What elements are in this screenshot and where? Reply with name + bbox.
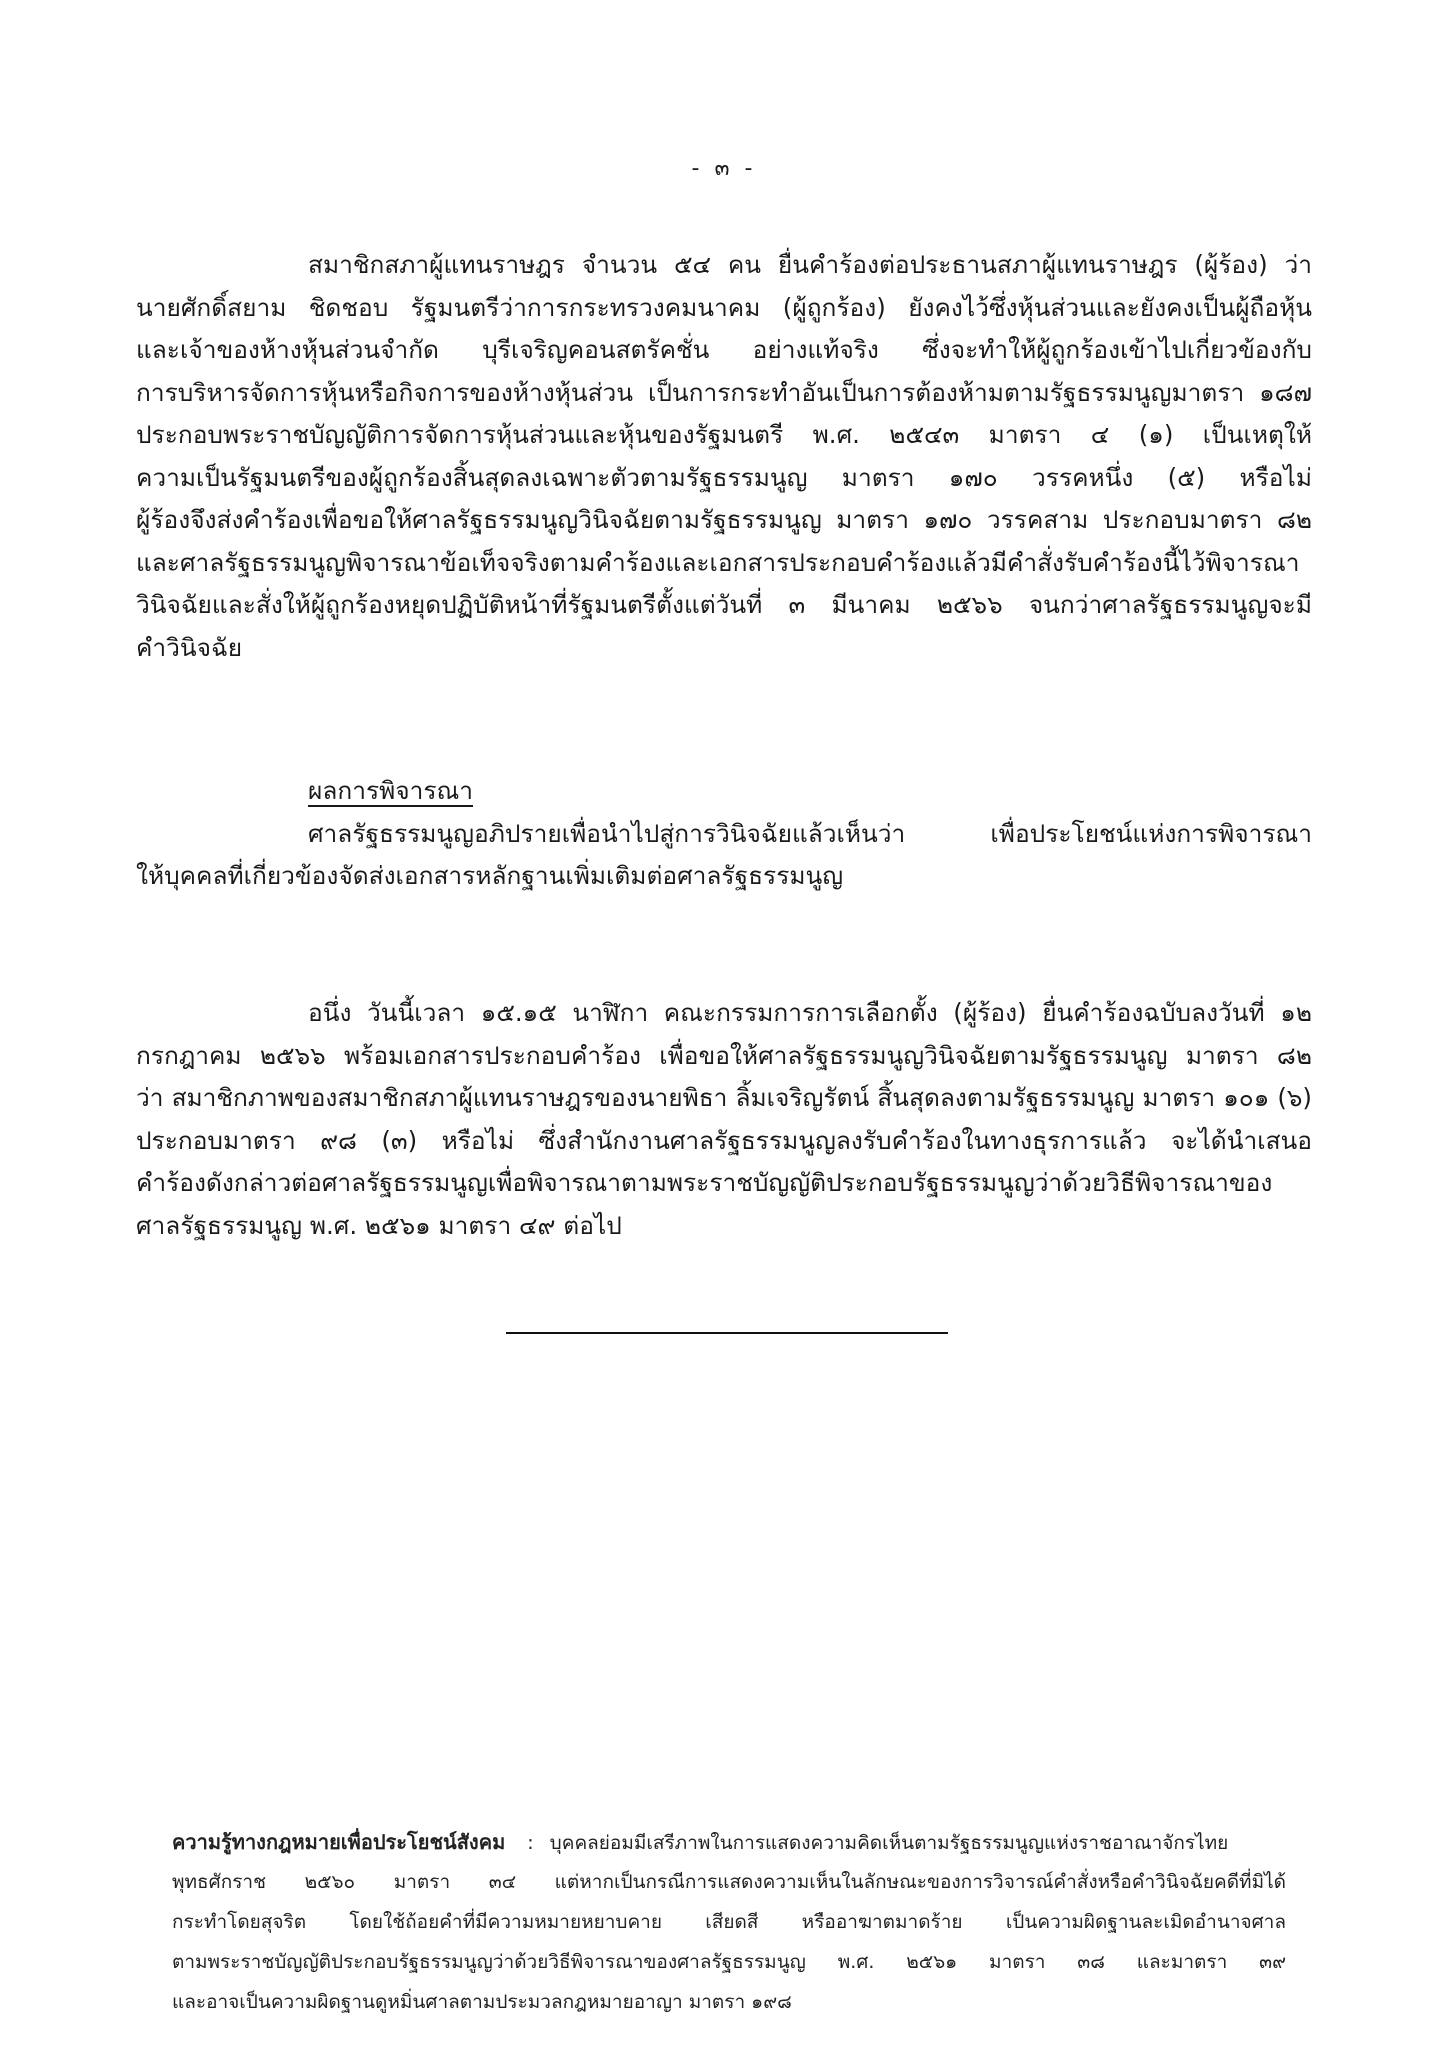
text-line: อนึ่ง วันนี้เวลา ๑๕.๑๕ นาฬิกา คณะกรรมการการเลือกตั้ง (ผู้ร้อง) ยื่นคำร้องฉบับลงวันที่ ๑๒	[308, 998, 1312, 1027]
text-line: ศาลรัฐธรรมนูญอภิปรายเพื่อนำไปสู่การวินิจฉัยแล้วเห็นว่า เพื่อประโยชน์แห่งการพิจารณา	[308, 818, 1312, 848]
text-line: ว่า สมาชิกภาพของสมาชิกสภาผู้แทนราษฎรของนายพิธา ลิ้มเจริญรัตน์ สิ้นสุดลงตามรัฐธรรมนูญ มาตรา ๑๐๑ (๖)	[136, 1083, 1312, 1112]
text-line: ให้บุคคลที่เกี่ยวข้องจัดส่งเอกสารหลักฐานเพิ่มเติมต่อศาลรัฐธรรมนูญ	[136, 861, 844, 890]
text-line: วินิจฉัยและสั่งให้ผู้ถูกร้องหยุดปฏิบัติหน้าที่รัฐมนตรีตั้งแต่วันที่ ๓ มีนาคม ๒๕๖๖ จนกว่าศาลรัฐธรรมนูญจะมี	[136, 590, 1312, 619]
text-line: และเจ้าของห้างหุ้นส่วนจำกัด บุรีเจริญคอนสตรัคชั่น อย่างแท้จริง ซึ่งจะทำให้ผู้ถูกร้องเข้าไปเกี่ยวข้องกับ	[136, 335, 1312, 364]
footer-line: ตามพระราชบัญญัติประกอบรัฐธรรมนูญว่าด้วยวิธีพิจารณาของศาลรัฐธรรมนูญ พ.ศ. ๒๕๖๑ มาตรา ๓๘ และมาตรา ๓๙	[172, 1951, 1286, 1973]
footer-title: ความรู้ทางกฎหมายเพื่อประโยชน์สังคม	[172, 1830, 506, 1854]
text-line: ศาลรัฐธรรมนูญ พ.ศ. ๒๕๖๑ มาตรา ๔๙ ต่อไป	[136, 1210, 622, 1240]
paragraph-petition-transport-minister	[136, 244, 1312, 669]
legal-knowledge-footer	[172, 1822, 1286, 2022]
text-line: คำร้องดังกล่าวต่อศาลรัฐธรรมนูญเพื่อพิจารณาตามพระราชบัญญัติประกอบรัฐธรรมนูญว่าด้วยวิธีพิจารณาของ	[136, 1168, 1273, 1197]
section-heading: ผลการพิจารณา	[308, 776, 474, 805]
text-line: ประกอบพระราชบัญญัติการจัดการหุ้นส่วนและหุ้นของรัฐมนตรี พ.ศ. ๒๕๔๓ มาตรา ๔ (๑) เป็นเหตุให้	[136, 420, 1312, 449]
text-line: คำวินิจฉัย	[136, 632, 243, 662]
footer-first-line	[172, 1822, 1286, 1862]
text-line: ความเป็นรัฐมนตรีของผู้ถูกร้องสิ้นสุดลงเฉพาะตัวตามรัฐธรรมนูญ มาตรา ๑๗๐ วรรคหนึ่ง (๕) หรือไม่	[136, 462, 1312, 492]
text-line: สมาชิกสภาผู้แทนราษฎร จำนวน ๕๔ คน ยื่นคำร้องต่อประธานสภาผู้แทนราษฎร (ผู้ร้อง) ว่า	[308, 250, 1312, 279]
footer-colon: :	[527, 1832, 534, 1854]
text-line: การบริหารจัดการหุ้นหรือกิจการของห้างหุ้นส่วน เป็นการกระทำอันเป็นการต้องห้ามตามรัฐธรรมนูญมาตรา ๑๘๗	[136, 377, 1312, 407]
considerations-section	[136, 770, 1312, 898]
paragraph-election-commission-petition	[136, 992, 1312, 1247]
text-line: นายศักดิ์สยาม ชิดชอบ รัฐมนตรีว่าการกระทรวงคมนาคม (ผู้ถูกร้อง) ยังคงไว้ซึ่งหุ้นส่วนและยังคงเป็นผู้ถือหุ้น	[136, 292, 1312, 322]
text-line: และศาลรัฐธรรมนูญพิจารณาข้อเท็จจริงตามคำร้องและเอกสารประกอบคำร้องแล้วมีคำสั่งรับคำร้องนี้ไว้พิจารณา	[136, 547, 1300, 577]
text-line: ประกอบมาตรา ๙๘ (๓) หรือไม่ ซึ่งสำนักงานศาลรัฐธรรมนูญลงรับคำร้องในทางธุรการแล้ว จะได้นำเสนอ	[136, 1125, 1312, 1155]
text-line: กรกฎาคม ๒๕๖๖ พร้อมเอกสารประกอบคำร้อง เพื่อขอให้ศาลรัฐธรรมนูญวินิจฉัยตามรัฐธรรมนูญ มาตรา ๘๒	[136, 1040, 1312, 1070]
section-divider	[506, 1332, 948, 1334]
footer-line: กระทำโดยสุจริต โดยใช้ถ้อยคำที่มีความหมายหยาบคาย เสียดสี หรืออาฆาตมาดร้าย เป็นความผิดฐานละเมิดอำนาจศาล	[172, 1911, 1286, 1933]
footer-line: และอาจเป็นความผิดฐานดูหมิ่นศาลตามประมวลกฎหมายอาญา มาตรา ๑๙๘	[172, 1991, 792, 2013]
page-number: - ๓ -	[691, 156, 757, 181]
footer-line: พุทธศักราช ๒๕๖๐ มาตรา ๓๔ แต่หากเป็นกรณีการแสดงความเห็นในลักษณะของการวิจารณ์คำสั่งหรือคำวินิจฉัยคดีที่มิได้	[172, 1871, 1286, 1893]
text-line: ผู้ร้องจึงส่งคำร้องเพื่อขอให้ศาลรัฐธรรมนูญวินิจฉัยตามรัฐธรรมนูญ มาตรา ๑๗๐ วรรคสาม ประกอบมาตรา ๘๒	[136, 505, 1312, 534]
footer-text: บุคคลย่อมมีเสรีภาพในการแสดงความคิดเห็นตามรัฐธรรมนูญแห่งราชอาณาจักรไทย	[549, 1832, 1229, 1854]
